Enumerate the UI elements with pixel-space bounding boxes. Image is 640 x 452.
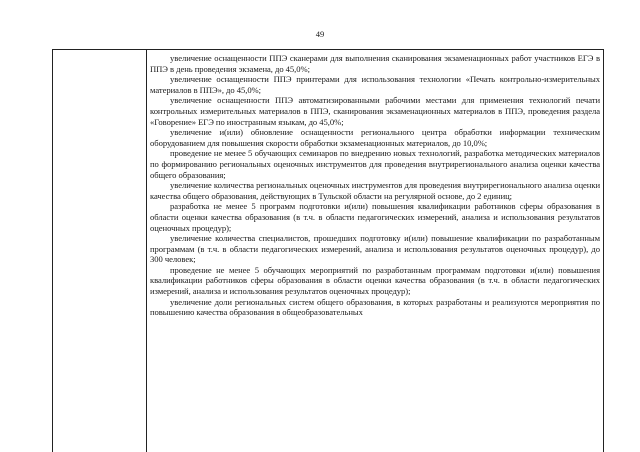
table-text-column xyxy=(147,50,603,318)
paragraph: увеличение количества региональных оценочных инструментов для проведения внутрирегионального анализа оценки качества общего образования, действующих в Тульской области на регулярной основе, до 2 единиц; xyxy=(150,180,600,201)
paragraph: разработка не менее 5 программ подготовки и(или) повышения квалификации работников сферы образования в области оценки качества образования (в т.ч. в области педагогических измерений, анализа и использования результатов оценочных процедур); xyxy=(150,201,600,233)
document-table xyxy=(52,49,604,452)
paragraph: увеличение доли региональных систем общего образования, в которых разработаны и реализуются мероприятия по повышению качества образования в общеобразовательных xyxy=(150,296,600,318)
paragraph: проведение не менее 5 обучающих семинаров по внедрению новых технологий, разработка методических материалов по формированию региональных оценочных инструментов для проведения внутрирегионального анализа оценки качества общего образования; xyxy=(150,148,600,180)
page-number: 49 xyxy=(315,29,325,39)
paragraph: увеличение оснащенности ППЭ принтерами для использования технологии «Печать контрольно-измерительных материалов в ППЭ», до 45,0%; xyxy=(150,74,600,95)
paragraph: увеличение оснащенности ППЭ автоматизированными рабочими местами для применения технологий печати контрольных измерительных материалов в ППЭ, сканирования экзаменационных материалов в ППЭ, проведения раздела «Говорение» ЕГЭ по иностранным языкам, до 45,0%; xyxy=(150,95,600,127)
paragraph: проведение не менее 5 обучающих мероприятий по разработанным программам подготовки и(или) повышения квалификации работников сферы образования в области оценки качества образования (в т.ч. в области педагогических измерений, анализа и использования результатов оценочных процедур); xyxy=(150,264,600,297)
paragraph: увеличение оснащенности ППЭ сканерами для выполнения сканирования экзаменационных работ участников ЕГЭ в ППЭ в день проведения экзамена, до 45,0%; xyxy=(150,53,600,74)
paragraph: увеличение количества специалистов, прошедших подготовку и(или) повышение квалификации по разработанным программам (в т.ч. в области педагогических измерений, анализа и использования результатов оценочных процедур), до 300 человек; xyxy=(150,233,600,265)
paragraph: увеличение и(или) обновление оснащенности регионального центра обработки информации техническим оборудованием для повышения скорости обработки экзаменационных материалов, до 10,0%; xyxy=(150,127,600,148)
